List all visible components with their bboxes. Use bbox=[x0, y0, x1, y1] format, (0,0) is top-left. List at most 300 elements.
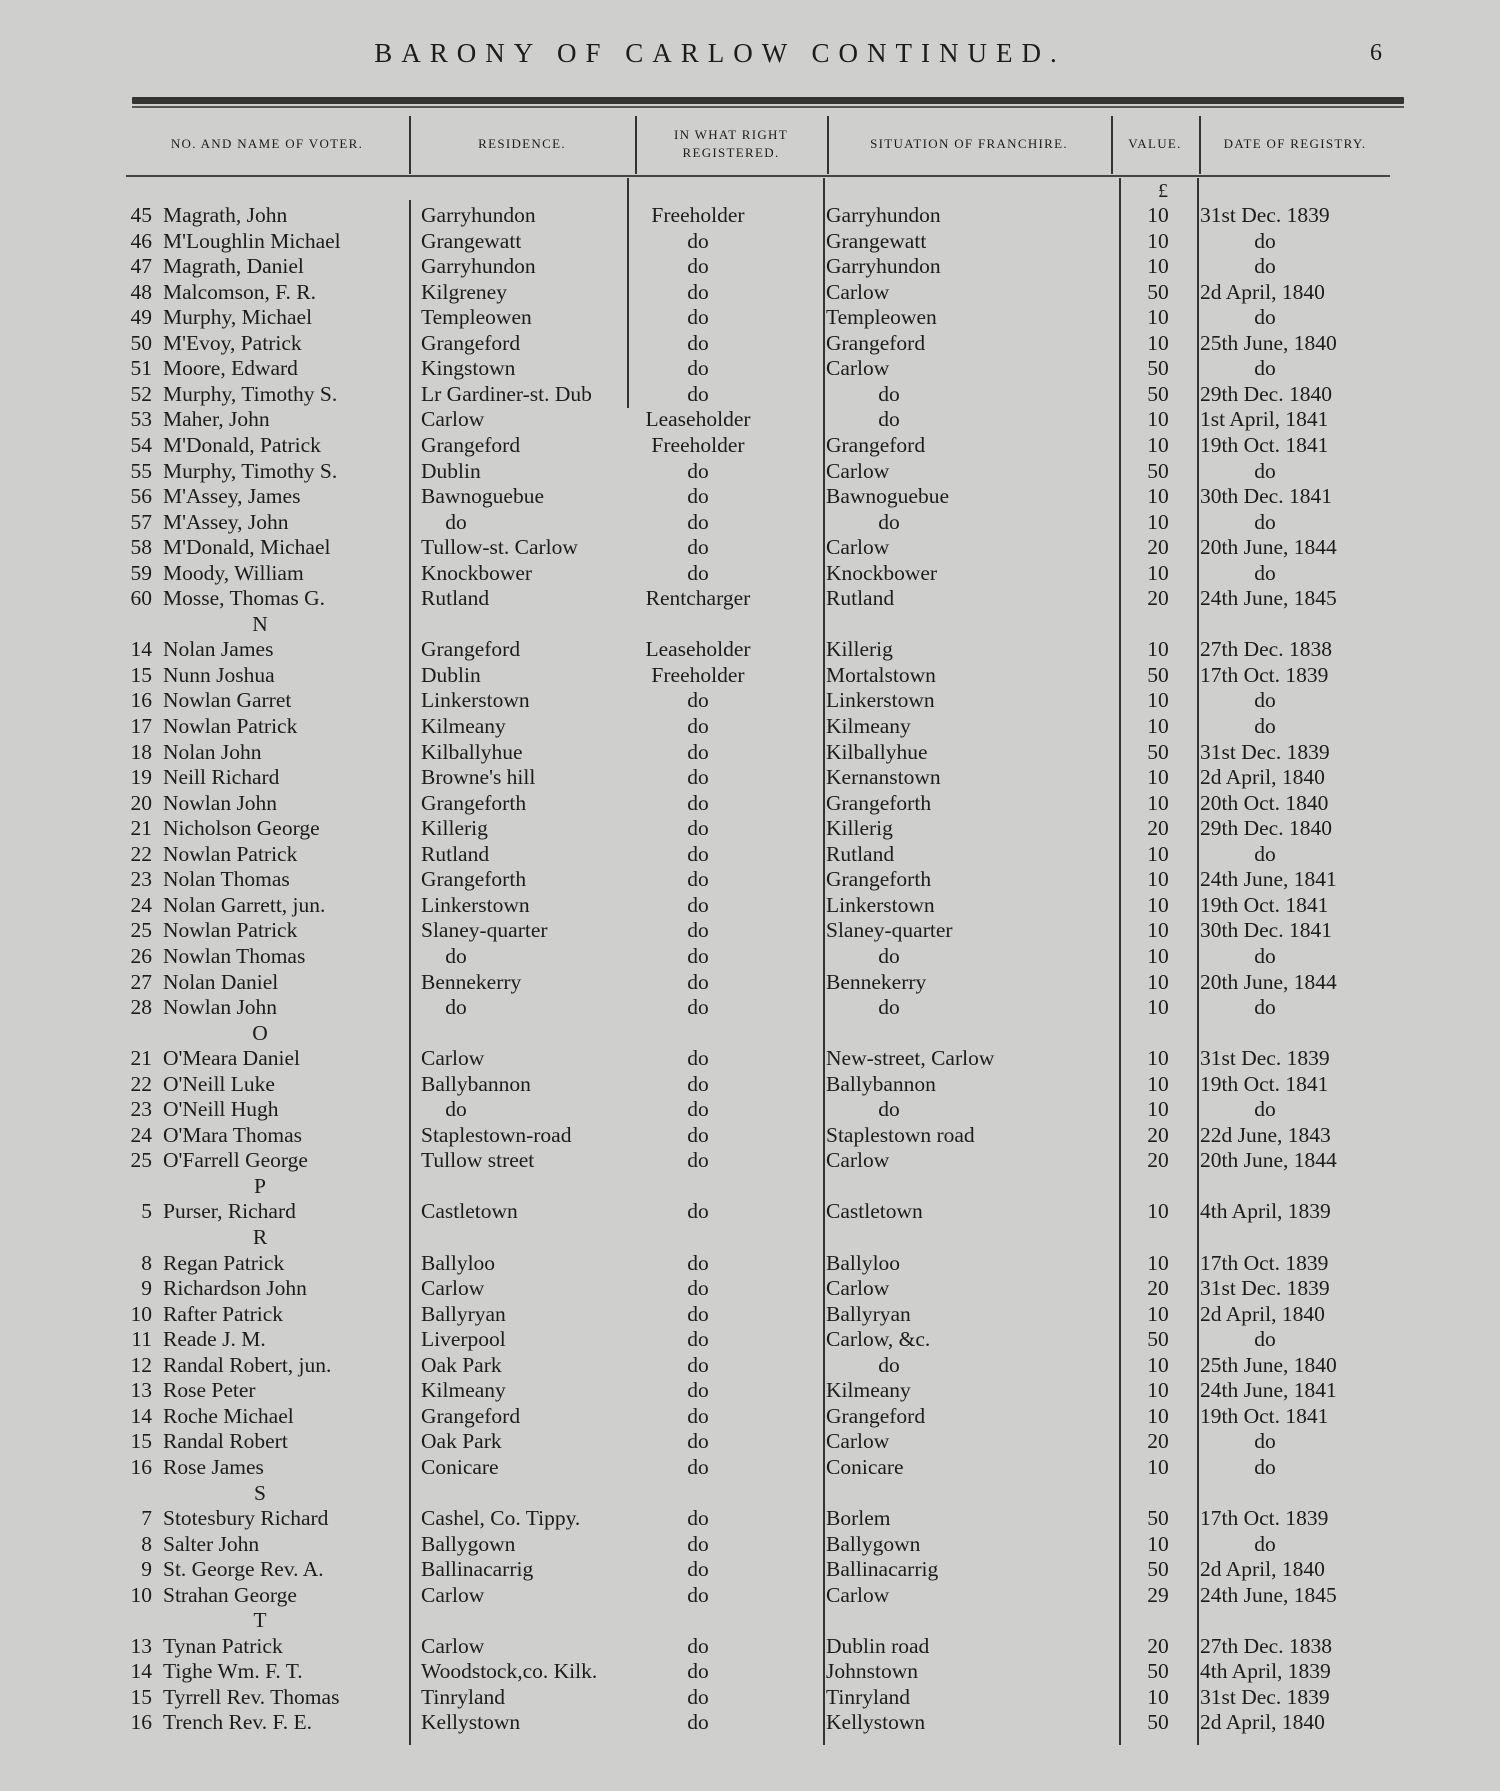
table-row bbox=[0, 791, 1500, 816]
voter-name: St. George Rev. A. bbox=[163, 1557, 324, 1581]
franchise-situation: Grangewatt bbox=[826, 229, 927, 253]
table-row bbox=[0, 765, 1500, 790]
voter-number: 56 bbox=[130, 484, 152, 508]
column-header-date: DATE OF REGISTRY. bbox=[1223, 136, 1367, 151]
registration-right: do bbox=[687, 1532, 709, 1556]
registration-right: Freeholder bbox=[651, 433, 745, 457]
voter-number: 20 bbox=[130, 791, 152, 815]
voter-name: Reade J. M. bbox=[163, 1327, 266, 1351]
voter-number: 52 bbox=[130, 382, 152, 406]
registration-right: Freeholder bbox=[651, 663, 745, 687]
residence: Rutland bbox=[421, 586, 490, 610]
voter-number: 51 bbox=[130, 356, 152, 380]
franchise-situation: Carlow bbox=[826, 1583, 890, 1607]
franchise-value: 10 bbox=[1147, 1251, 1169, 1275]
residence: Oak Park bbox=[421, 1353, 502, 1377]
registry-date: 24th June, 1841 bbox=[1200, 867, 1337, 891]
franchise-value: 10 bbox=[1147, 1404, 1169, 1428]
table-row bbox=[0, 586, 1500, 611]
value-unit-label: £ bbox=[1158, 180, 1168, 202]
voter-name: O'Neill Hugh bbox=[163, 1097, 279, 1121]
registration-right: do bbox=[687, 1506, 709, 1530]
residence: Grangeford bbox=[421, 1404, 521, 1428]
residence: Killerig bbox=[421, 816, 488, 840]
franchise-situation: Carlow bbox=[826, 356, 890, 380]
registration-right: do bbox=[687, 1583, 709, 1607]
voter-name: Maher, John bbox=[163, 407, 270, 431]
voter-name: Moody, William bbox=[163, 561, 304, 585]
registry-date: 31st Dec. 1839 bbox=[1200, 1685, 1330, 1709]
voter-name: Randal Robert bbox=[163, 1429, 288, 1453]
table-row bbox=[0, 510, 1500, 535]
table-row bbox=[0, 1659, 1500, 1684]
franchise-value: 20 bbox=[1147, 1148, 1169, 1172]
table-row bbox=[0, 1123, 1500, 1148]
registry-date: do bbox=[1254, 714, 1276, 738]
franchise-value: 10 bbox=[1147, 1685, 1169, 1709]
franchise-situation: Carlow bbox=[826, 1276, 890, 1300]
voter-number: 15 bbox=[130, 663, 152, 687]
table-row bbox=[0, 1710, 1500, 1735]
voter-number: 55 bbox=[130, 459, 152, 483]
franchise-situation: Ballinacarrig bbox=[826, 1557, 939, 1581]
registry-date: do bbox=[1254, 1455, 1276, 1479]
table-row bbox=[0, 714, 1500, 739]
registration-right: do bbox=[687, 356, 709, 380]
registry-date: 30th Dec. 1841 bbox=[1200, 484, 1332, 508]
franchise-value: 10 bbox=[1147, 561, 1169, 585]
registration-right: do bbox=[687, 1199, 709, 1223]
registration-right: do bbox=[687, 714, 709, 738]
franchise-situation: Grangeforth bbox=[826, 867, 932, 891]
registry-date: 1st April, 1841 bbox=[1200, 407, 1329, 431]
residence: do bbox=[445, 510, 467, 534]
franchise-situation: Ballyloo bbox=[826, 1251, 901, 1275]
voter-number: 50 bbox=[130, 331, 152, 355]
voter-number: 21 bbox=[130, 816, 152, 840]
franchise-situation: do bbox=[878, 1353, 900, 1377]
registration-right: do bbox=[687, 1148, 709, 1172]
voter-name: Nowlan Patrick bbox=[163, 918, 298, 942]
registration-right: do bbox=[687, 1710, 709, 1734]
voter-number: 58 bbox=[130, 535, 152, 559]
registry-date: do bbox=[1254, 995, 1276, 1019]
franchise-value: 10 bbox=[1147, 407, 1169, 431]
table-row bbox=[0, 637, 1500, 662]
voter-number: 9 bbox=[141, 1557, 152, 1581]
residence: Linkerstown bbox=[421, 688, 530, 712]
table-row bbox=[0, 1455, 1500, 1480]
table-row bbox=[0, 459, 1500, 484]
voter-number: 12 bbox=[130, 1353, 152, 1377]
residence: Linkerstown bbox=[421, 893, 530, 917]
franchise-value: 20 bbox=[1147, 1429, 1169, 1453]
table-row bbox=[0, 1378, 1500, 1403]
residence: Ballygown bbox=[421, 1532, 516, 1556]
residence: Kilgreney bbox=[421, 280, 507, 304]
column-header-situation: SITUATION OF FRANCHIRE. bbox=[870, 136, 1068, 151]
registry-date: 19th Oct. 1841 bbox=[1200, 893, 1329, 917]
registry-date: 24th June, 1845 bbox=[1200, 586, 1337, 610]
franchise-value: 10 bbox=[1147, 1046, 1169, 1070]
franchise-situation: Ballyryan bbox=[826, 1302, 911, 1326]
voter-number: 11 bbox=[131, 1327, 152, 1351]
voter-name: Tynan Patrick bbox=[163, 1634, 283, 1658]
registration-right: do bbox=[687, 484, 709, 508]
franchise-value: 10 bbox=[1147, 433, 1169, 457]
residence: Ballybannon bbox=[421, 1072, 531, 1096]
residence: Conicare bbox=[421, 1455, 499, 1479]
voter-name: Nolan Daniel bbox=[163, 970, 279, 994]
residence: Grangeford bbox=[421, 331, 521, 355]
voter-name: Murphy, Michael bbox=[163, 305, 313, 329]
registration-right: Leaseholder bbox=[645, 637, 751, 661]
franchise-value: 20 bbox=[1147, 586, 1169, 610]
registry-date: do bbox=[1254, 1097, 1276, 1121]
registry-date: 29th Dec. 1840 bbox=[1200, 816, 1332, 840]
registry-date: 30th Dec. 1841 bbox=[1200, 918, 1332, 942]
registration-right: do bbox=[687, 893, 709, 917]
registry-date: 2d April, 1840 bbox=[1200, 280, 1325, 304]
franchise-value: 10 bbox=[1147, 867, 1169, 891]
registry-date: do bbox=[1254, 305, 1276, 329]
registry-date: 29th Dec. 1840 bbox=[1200, 382, 1332, 406]
voter-number: 10 bbox=[130, 1302, 152, 1326]
franchise-value: 10 bbox=[1147, 203, 1169, 227]
section-letter: R bbox=[252, 1225, 268, 1249]
franchise-value: 10 bbox=[1147, 1378, 1169, 1402]
franchise-situation: Rutland bbox=[826, 586, 895, 610]
franchise-value: 50 bbox=[1147, 356, 1169, 380]
franchise-value: 10 bbox=[1147, 1302, 1169, 1326]
table-row bbox=[0, 356, 1500, 381]
franchise-situation: Garryhundon bbox=[826, 203, 941, 227]
voter-number: 8 bbox=[141, 1251, 152, 1275]
franchise-value: 10 bbox=[1147, 944, 1169, 968]
voter-name: O'Farrell George bbox=[163, 1148, 308, 1172]
registration-right: do bbox=[687, 1429, 709, 1453]
registration-right: Rentcharger bbox=[645, 586, 751, 610]
voter-name: Nicholson George bbox=[163, 816, 320, 840]
franchise-situation: Conicare bbox=[826, 1455, 904, 1479]
franchise-value: 50 bbox=[1147, 1659, 1169, 1683]
table-row bbox=[0, 1199, 1500, 1224]
registration-right: do bbox=[687, 944, 709, 968]
voter-number: 60 bbox=[130, 586, 152, 610]
voter-number: 5 bbox=[141, 1199, 152, 1223]
voter-name: Purser, Richard bbox=[163, 1199, 296, 1223]
franchise-situation: Staplestown road bbox=[826, 1123, 975, 1147]
residence: Carlow bbox=[421, 1276, 485, 1300]
franchise-situation: Carlow bbox=[826, 280, 890, 304]
residence: Carlow bbox=[421, 407, 485, 431]
registration-right: do bbox=[687, 305, 709, 329]
voter-name: Tyrrell Rev. Thomas bbox=[163, 1685, 340, 1709]
registry-date: do bbox=[1254, 229, 1276, 253]
registration-right: do bbox=[687, 918, 709, 942]
table-row bbox=[0, 484, 1500, 509]
voter-number: 24 bbox=[130, 1123, 152, 1147]
residence: Grangewatt bbox=[421, 229, 522, 253]
franchise-situation: Killerig bbox=[826, 816, 893, 840]
registration-right: do bbox=[687, 535, 709, 559]
registration-right: do bbox=[687, 382, 709, 406]
residence: Tinryland bbox=[421, 1685, 506, 1709]
voter-name: M'Assey, John bbox=[163, 510, 289, 534]
franchise-value: 50 bbox=[1147, 280, 1169, 304]
residence: Liverpool bbox=[421, 1327, 506, 1351]
voter-number: 25 bbox=[130, 1148, 152, 1172]
franchise-value: 50 bbox=[1147, 740, 1169, 764]
registration-right: do bbox=[687, 688, 709, 712]
voter-name: Nolan Thomas bbox=[163, 867, 290, 891]
franchise-situation: Rutland bbox=[826, 842, 895, 866]
voter-name: Malcomson, F. R. bbox=[163, 280, 316, 304]
voter-name: Nowlan John bbox=[163, 995, 278, 1019]
residence: Ballyloo bbox=[421, 1251, 496, 1275]
registry-date: 19th Oct. 1841 bbox=[1200, 1404, 1329, 1428]
franchise-situation: do bbox=[878, 1097, 900, 1121]
franchise-value: 10 bbox=[1147, 970, 1169, 994]
voter-name: Nunn Joshua bbox=[163, 663, 275, 687]
residence: Staplestown-road bbox=[421, 1123, 572, 1147]
section-letter: P bbox=[254, 1174, 266, 1198]
voter-name: Murphy, Timothy S. bbox=[163, 459, 338, 483]
registration-right: do bbox=[687, 1251, 709, 1275]
voter-name: Tighe Wm. F. T. bbox=[163, 1659, 303, 1683]
franchise-situation: Knockbower bbox=[826, 561, 938, 585]
voter-number: 49 bbox=[130, 305, 152, 329]
franchise-value: 50 bbox=[1147, 382, 1169, 406]
franchise-value: 50 bbox=[1147, 459, 1169, 483]
table-row bbox=[0, 535, 1500, 560]
registration-right: do bbox=[687, 1123, 709, 1147]
registration-right: do bbox=[687, 970, 709, 994]
voter-name: O'Meara Daniel bbox=[163, 1046, 300, 1070]
registry-date: 20th June, 1844 bbox=[1200, 1148, 1337, 1172]
registration-right: do bbox=[687, 1353, 709, 1377]
franchise-situation: Kernanstown bbox=[826, 765, 941, 789]
residence: Grangeforth bbox=[421, 867, 527, 891]
residence: do bbox=[445, 944, 467, 968]
voter-name: M'Evoy, Patrick bbox=[163, 331, 302, 355]
residence: Bawnoguebue bbox=[421, 484, 544, 508]
voter-name: Rose James bbox=[163, 1455, 264, 1479]
residence: Dublin bbox=[421, 459, 481, 483]
voter-number: 13 bbox=[130, 1634, 152, 1658]
voter-number: 7 bbox=[141, 1506, 152, 1530]
registry-date: 20th June, 1844 bbox=[1200, 970, 1337, 994]
residence: Tullow-st. Carlow bbox=[421, 535, 578, 559]
franchise-situation: Bennekerry bbox=[826, 970, 927, 994]
voter-name: Regan Patrick bbox=[163, 1251, 285, 1275]
franchise-value: 10 bbox=[1147, 1455, 1169, 1479]
section-letter: S bbox=[254, 1481, 266, 1505]
voter-number: 28 bbox=[130, 995, 152, 1019]
voter-name: Murphy, Timothy S. bbox=[163, 382, 338, 406]
registry-date: 17th Oct. 1839 bbox=[1200, 1506, 1329, 1530]
franchise-situation: Carlow bbox=[826, 1148, 890, 1172]
residence: Kilballyhue bbox=[421, 740, 523, 764]
registry-date: 31st Dec. 1839 bbox=[1200, 740, 1330, 764]
voter-number: 21 bbox=[130, 1046, 152, 1070]
registry-date: do bbox=[1254, 688, 1276, 712]
franchise-situation: Johnstown bbox=[826, 1659, 918, 1683]
table-row bbox=[0, 995, 1500, 1020]
franchise-situation: New-street, Carlow bbox=[826, 1046, 995, 1070]
voter-number: 48 bbox=[130, 280, 152, 304]
page-number: 6 bbox=[1370, 40, 1382, 66]
table-row bbox=[0, 1072, 1500, 1097]
table-row bbox=[0, 1404, 1500, 1429]
residence: Tullow street bbox=[421, 1148, 535, 1172]
franchise-value: 10 bbox=[1147, 305, 1169, 329]
franchise-value: 20 bbox=[1147, 816, 1169, 840]
column-header-voter: NO. AND NAME OF VOTER. bbox=[170, 136, 364, 151]
registry-date: 20th June, 1844 bbox=[1200, 535, 1337, 559]
voter-number: 14 bbox=[130, 637, 152, 661]
table-row bbox=[0, 203, 1500, 228]
registry-date: do bbox=[1254, 561, 1276, 585]
registration-right: do bbox=[687, 1404, 709, 1428]
registry-date: 4th April, 1839 bbox=[1200, 1659, 1331, 1683]
franchise-situation: Slaney-quarter bbox=[826, 918, 953, 942]
residence: Kingstown bbox=[421, 356, 516, 380]
franchise-value: 10 bbox=[1147, 254, 1169, 278]
franchise-situation: Kilmeany bbox=[826, 714, 911, 738]
registration-right: do bbox=[687, 1046, 709, 1070]
table-row bbox=[0, 331, 1500, 356]
table-row bbox=[0, 663, 1500, 688]
table-row bbox=[0, 816, 1500, 841]
voter-number: 23 bbox=[130, 1097, 152, 1121]
voter-number: 8 bbox=[141, 1532, 152, 1556]
franchise-situation: do bbox=[878, 510, 900, 534]
registration-right: do bbox=[687, 791, 709, 815]
franchise-value: 10 bbox=[1147, 714, 1169, 738]
voter-name: Rafter Patrick bbox=[163, 1302, 283, 1326]
table-row bbox=[0, 1634, 1500, 1659]
voter-name: Neill Richard bbox=[163, 765, 280, 789]
registration-right: Freeholder bbox=[651, 203, 745, 227]
voter-number: 46 bbox=[130, 229, 152, 253]
registry-date: do bbox=[1254, 944, 1276, 968]
voter-name: M'Donald, Michael bbox=[163, 535, 331, 559]
registration-right: do bbox=[687, 1072, 709, 1096]
registration-right: do bbox=[687, 765, 709, 789]
table-row bbox=[0, 1046, 1500, 1071]
franchise-value: 50 bbox=[1147, 1557, 1169, 1581]
voter-number: 15 bbox=[130, 1685, 152, 1709]
table-row bbox=[0, 382, 1500, 407]
column-header-right: IN WHAT RIGHT REGISTERED. bbox=[674, 127, 788, 160]
registration-right: do bbox=[687, 1659, 709, 1683]
franchise-situation: Kilballyhue bbox=[826, 740, 928, 764]
registration-right: do bbox=[687, 280, 709, 304]
table-row bbox=[0, 1302, 1500, 1327]
table-row bbox=[0, 867, 1500, 892]
registry-date: do bbox=[1254, 1429, 1276, 1453]
franchise-value: 50 bbox=[1147, 663, 1169, 687]
franchise-value: 10 bbox=[1147, 331, 1169, 355]
residence: Carlow bbox=[421, 1583, 485, 1607]
franchise-situation: Bawnoguebue bbox=[826, 484, 949, 508]
franchise-value: 10 bbox=[1147, 484, 1169, 508]
voter-number: 24 bbox=[130, 893, 152, 917]
voter-number: 10 bbox=[130, 1583, 152, 1607]
franchise-situation: Kilmeany bbox=[826, 1378, 911, 1402]
residence: Ballinacarrig bbox=[421, 1557, 534, 1581]
residence: Carlow bbox=[421, 1046, 485, 1070]
registration-right: Leaseholder bbox=[645, 407, 751, 431]
voter-name: Stotesbury Richard bbox=[163, 1506, 329, 1530]
voter-name: Nowlan John bbox=[163, 791, 278, 815]
voter-name: Rose Peter bbox=[163, 1378, 256, 1402]
residence: Garryhundon bbox=[421, 254, 536, 278]
table-row bbox=[0, 688, 1500, 713]
residence: Lr Gardiner-st. Dub bbox=[421, 382, 592, 406]
voter-number: 25 bbox=[130, 918, 152, 942]
registry-date: 31st Dec. 1839 bbox=[1200, 1046, 1330, 1070]
voter-name: Trench Rev. F. E. bbox=[163, 1710, 312, 1734]
franchise-situation: do bbox=[878, 382, 900, 406]
voter-name: Nowlan Thomas bbox=[163, 944, 306, 968]
column-header-residence: RESIDENCE. bbox=[478, 136, 566, 151]
table-row bbox=[0, 842, 1500, 867]
registry-date: do bbox=[1254, 1327, 1276, 1351]
voter-name: Roche Michael bbox=[163, 1404, 294, 1428]
franchise-situation: do bbox=[878, 995, 900, 1019]
table-row bbox=[0, 944, 1500, 969]
residence: Kilmeany bbox=[421, 714, 506, 738]
registration-right: do bbox=[687, 1097, 709, 1121]
table-row bbox=[0, 254, 1500, 279]
table-row bbox=[0, 229, 1500, 254]
registration-right: do bbox=[687, 1276, 709, 1300]
voter-number: 53 bbox=[130, 407, 152, 431]
voter-number: 26 bbox=[130, 944, 152, 968]
voter-number: 9 bbox=[141, 1276, 152, 1300]
registry-date: do bbox=[1254, 510, 1276, 534]
voter-name: Nolan John bbox=[163, 740, 262, 764]
voter-name: M'Donald, Patrick bbox=[163, 433, 321, 457]
franchise-value: 20 bbox=[1147, 1634, 1169, 1658]
registration-right: do bbox=[687, 1378, 709, 1402]
voter-name: M'Loughlin Michael bbox=[163, 229, 341, 253]
voter-name: Magrath, John bbox=[163, 203, 288, 227]
franchise-value: 50 bbox=[1147, 1327, 1169, 1351]
voter-number: 59 bbox=[130, 561, 152, 585]
franchise-situation: Garryhundon bbox=[826, 254, 941, 278]
residence: Ballyryan bbox=[421, 1302, 506, 1326]
residence: Knockbower bbox=[421, 561, 533, 585]
registry-date: 27th Dec. 1838 bbox=[1200, 637, 1332, 661]
registry-date: 22d June, 1843 bbox=[1200, 1123, 1331, 1147]
franchise-value: 50 bbox=[1147, 1710, 1169, 1734]
registration-right: do bbox=[687, 995, 709, 1019]
registry-date: 24th June, 1841 bbox=[1200, 1378, 1337, 1402]
franchise-situation: Kellystown bbox=[826, 1710, 926, 1734]
registry-date: 31st Dec. 1839 bbox=[1200, 1276, 1330, 1300]
residence: Rutland bbox=[421, 842, 490, 866]
voter-number: 27 bbox=[130, 970, 152, 994]
franchise-situation: Grangeford bbox=[826, 433, 926, 457]
section-letter: O bbox=[252, 1021, 268, 1045]
franchise-value: 20 bbox=[1147, 1276, 1169, 1300]
registry-date: 17th Oct. 1839 bbox=[1200, 1251, 1329, 1275]
registry-date: do bbox=[1254, 356, 1276, 380]
registry-date: 19th Oct. 1841 bbox=[1200, 433, 1329, 457]
